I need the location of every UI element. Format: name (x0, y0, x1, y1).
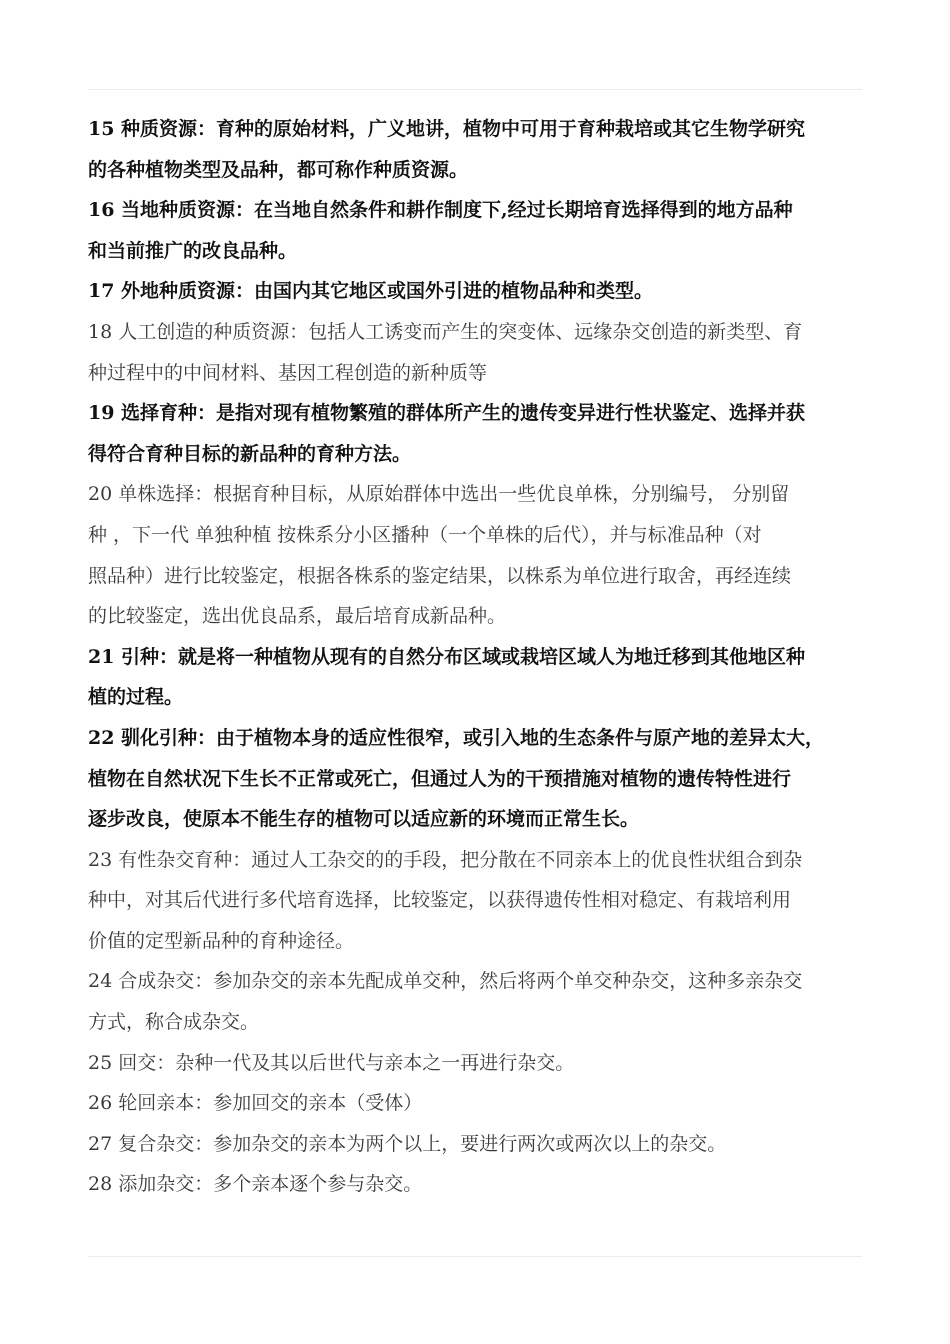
entry-line: 18 人工创造的种质资源：包括人工诱变而产生的突变体、远缘杂交创造的新类型、育 (88, 320, 803, 343)
entry-line: 逐步改良，使原本不能生存的植物可以适应新的环境而正常生长。 (88, 808, 640, 831)
entry-26 (88, 1083, 878, 1124)
entry-28 (88, 1164, 878, 1205)
entry-line: 的各种植物类型及品种，都可称作种质资源。 (88, 158, 469, 181)
entry-line: 22 驯化引种：由于植物本身的适应性很窄，或引入地的生态条件与原产地的差异太大， (88, 726, 825, 749)
entry-line: 23 有性杂交育种：通过人工杂交的的手段，把分散在不同亲本上的优良性状组合到杂 (88, 848, 803, 871)
entry-line: 20 单株选择：根据育种目标，从原始群体中选出一些优良单株，分别编号， 分别留 (88, 483, 790, 506)
entry-line: 方式，称合成杂交。 (88, 1011, 260, 1034)
entry-line: 19 选择育种：是指对现有植物繁殖的群体所产生的遗传变异进行性状鉴定、选择并获 (88, 402, 806, 425)
entry-line: 28 添加杂交：多个亲本逐个参与杂交。 (88, 1173, 423, 1196)
entry-22 (88, 718, 878, 840)
entry-25 (88, 1043, 878, 1084)
entry-17 (88, 271, 878, 312)
entry-line: 16 当地种质资源：在当地自然条件和耕作制度下,经过长期培育选择得到的地方品种 (88, 199, 793, 222)
entry-15 (88, 109, 878, 190)
entry-line: 25 回交：杂种一代及其以后世代与亲本之一再进行杂交。 (88, 1051, 575, 1074)
entry-line: 17 外地种质资源：由国内其它地区或国外引进的植物品种和类型。 (88, 280, 654, 303)
bottom-divider (88, 1256, 862, 1257)
entry-line: 的比较鉴定，选出优良品系，最后培育成新品种。 (88, 605, 507, 628)
document-body (88, 109, 878, 1205)
entry-21 (88, 637, 878, 718)
entry-line: 21 引种：就是将一种植物从现有的自然分布区域或栽培区域人为地迁移到其他地区种 (88, 645, 806, 668)
entry-line: 得符合育种目标的新品种的育种方法。 (88, 442, 412, 465)
entry-line: 27 复合杂交：参加杂交的亲本为两个以上，要进行两次或两次以上的杂交。 (88, 1132, 727, 1155)
entry-line: 照品种）进行比较鉴定，根据各株系的鉴定结果，以株系为单位进行取舍，再经连续 (88, 564, 792, 587)
entry-line: 24 合成杂交：参加杂交的亲本先配成单交种，然后将两个单交种杂交，这种多亲杂交 (88, 970, 803, 993)
entry-line: 植的过程。 (88, 686, 184, 709)
entry-19 (88, 393, 878, 474)
entry-23 (88, 840, 878, 962)
entry-16 (88, 190, 878, 271)
entry-line: 种过程中的中间材料、基因工程创造的新种质等 (88, 361, 488, 384)
entry-27 (88, 1124, 878, 1165)
entry-line: 和当前推广的改良品种。 (88, 239, 298, 262)
entry-line: 种中，对其后代进行多代培育选择，比较鉴定，以获得遗传性相对稳定、有栽培利用 (88, 889, 792, 912)
entry-20 (88, 474, 878, 636)
entry-18 (88, 312, 878, 393)
entry-line: 26 轮回亲本：参加回交的亲本（受体） (88, 1092, 423, 1115)
top-divider (88, 89, 862, 90)
entry-line: 价值的定型新品种的育种途径。 (88, 929, 355, 952)
entry-line: 植物在自然状况下生长不正常或死亡，但通过人为的干预措施对植物的遗传特性进行 (88, 767, 792, 790)
entry-line: 15 种质资源：育种的原始材料，广义地讲，植物中可用于育种栽培或其它生物学研究 (88, 118, 806, 140)
entry-24 (88, 961, 878, 1042)
entry-line: 种 ，下一代 单独种植 按株系分小区播种（一个单株的后代），并与标准品种（对 (88, 523, 762, 546)
